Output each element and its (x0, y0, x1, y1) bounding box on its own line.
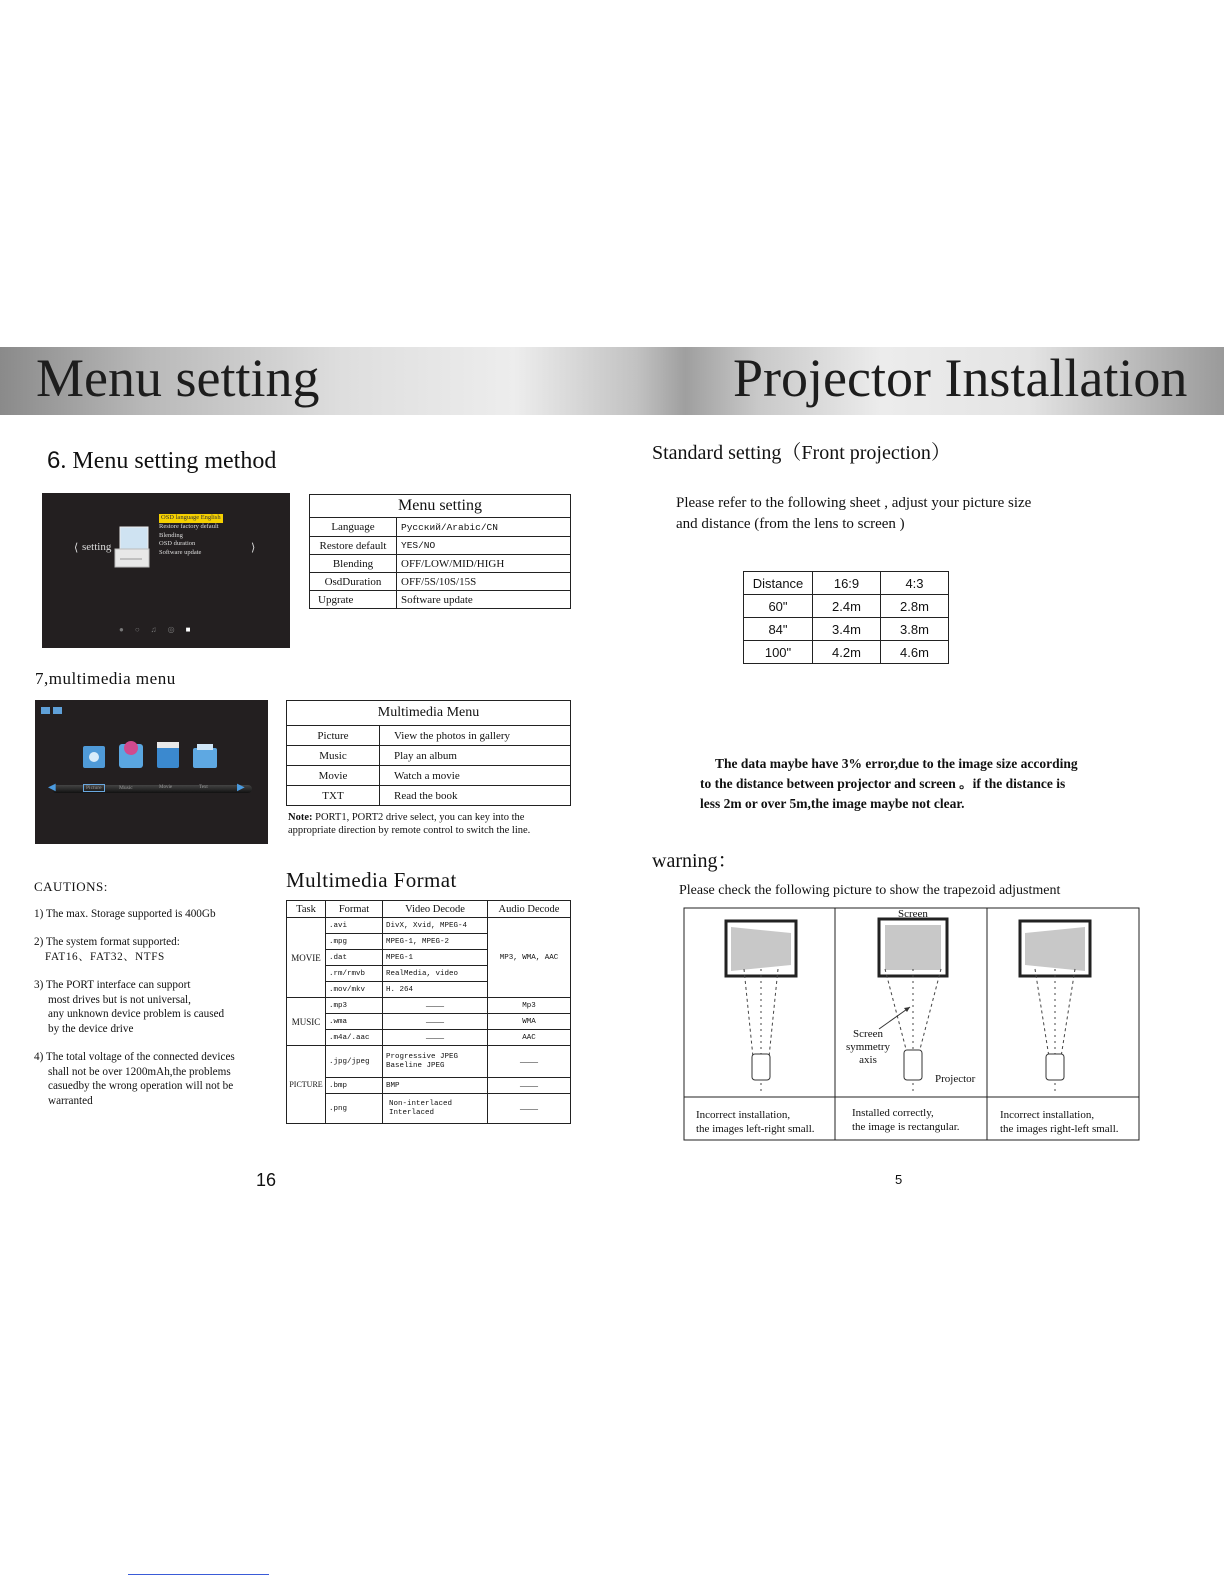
right-page-title: Projector Installation (733, 348, 1188, 408)
caution-item-4 (34, 1050, 235, 1108)
intro-line: and distance (from the lens to screen ) (676, 516, 905, 532)
mm-row-value: Watch a movie (380, 766, 571, 786)
menu-row-value: OFF/LOW/MID/HIGH (397, 555, 571, 573)
mm-row-value: Read the book (380, 786, 571, 806)
text-icon (193, 744, 217, 768)
caution-line: casuedby the wrong operation will not be (48, 1080, 234, 1092)
mm-row-key: Picture (287, 726, 380, 746)
section-7-heading: 7,multimedia menu (35, 669, 176, 688)
media-tab-bar[interactable] (52, 785, 252, 793)
caution-item-1 (34, 907, 235, 922)
menu-row-key: Blending (310, 555, 397, 573)
cautions-title: CAUTIONS: (34, 879, 108, 894)
video-decode: H. 264 (383, 982, 488, 998)
tab-text[interactable]: Text (199, 785, 208, 790)
tab-music[interactable]: Music (119, 785, 133, 791)
axis-label-line: axis (859, 1054, 877, 1066)
error-note-line: The data maybe have 3% error,due to the image size according (715, 756, 1078, 771)
intro-line: Please refer to the following sheet , adjust your picture size (676, 495, 1032, 511)
error-note-line: to the distance between projector and screen 。if the distance is (700, 776, 1066, 791)
format-ext: .dat (326, 950, 383, 966)
caption-line: Incorrect installation, (696, 1109, 791, 1121)
intro-text (676, 493, 1031, 535)
multimedia-menu-table (286, 700, 571, 806)
distance-header: 16:9 (813, 572, 881, 595)
caption-line: Installed correctly, (852, 1107, 934, 1119)
distance-cell: 4.6m (881, 641, 949, 664)
audio-decode: —— (488, 1078, 571, 1094)
mm-row-key: Movie (287, 766, 380, 786)
port-note (288, 811, 574, 837)
caution-line: 3) The PORT interface can support (34, 979, 191, 991)
caption-line: the images right-left small. (1000, 1123, 1119, 1135)
distance-header: Distance (744, 572, 813, 595)
media-icons-row (79, 738, 229, 772)
format-ext: .mpg (326, 934, 383, 950)
format-ext: .jpg/jpeg (326, 1046, 383, 1078)
decode-line: Interlaced (389, 1108, 435, 1117)
screen-label: Screen (898, 908, 928, 920)
format-ext: .wma (326, 1014, 383, 1030)
audio-decode: Mp3 (488, 998, 571, 1014)
caution-line: most drives but is not universal, (48, 993, 191, 1006)
format-header: Video Decode (383, 901, 488, 918)
caption-right (1000, 1108, 1119, 1136)
left-page-title: Menu setting (36, 348, 320, 408)
distance-cell: 4.2m (813, 641, 881, 664)
multimedia-menu-screenshot (35, 700, 268, 844)
caption-line: the images left-right small. (696, 1123, 815, 1135)
menu-row-value: Software update (397, 591, 571, 609)
audio-decode: AAC (488, 1030, 571, 1046)
menu-row-value: Русский/Arabic/CN (397, 518, 571, 537)
video-decode: DivX, Xvid, MPEG-4 (383, 918, 488, 934)
distance-cell: 60" (744, 595, 813, 618)
osd-setting-label: setting (82, 541, 112, 553)
caution-line: any unknown device problem is caused (48, 1008, 225, 1020)
caution-line: warranted (48, 1094, 93, 1107)
caution-item-2 (34, 935, 235, 964)
mm-row-value: View the photos in gallery (380, 726, 571, 746)
format-ext: .m4a/.aac (326, 1030, 383, 1046)
port1-icon (41, 707, 50, 714)
distance-cell: 84" (744, 618, 813, 641)
format-ext: .mov/mkv (326, 982, 383, 998)
osd-item-software: Software update (159, 549, 202, 557)
format-header: Audio Decode (488, 901, 571, 918)
decode-line: Baseline JPEG (386, 1061, 445, 1070)
menu-row-value: OFF/5S/10S/15S (397, 573, 571, 591)
caution-line: FAT16、FAT32、NTFS (45, 950, 165, 963)
format-ext: .bmp (326, 1078, 383, 1094)
osd-left-arrow: ⟨ (74, 542, 79, 554)
osd-right-arrow: ⟩ (251, 542, 256, 554)
osd-menu-list (159, 514, 223, 558)
picture-icon (83, 746, 105, 768)
tab-movie[interactable]: Movie (159, 785, 173, 790)
tab-picture[interactable]: Picture (83, 784, 105, 792)
port2-icon (53, 707, 62, 714)
mm-row-key: TXT (287, 786, 380, 806)
format-ext: .avi (326, 918, 383, 934)
warning-text: Please check the following picture to show the trapezoid adjustment (679, 883, 1061, 898)
video-decode: —— (383, 1014, 488, 1030)
menu-row-value: YES/NO (397, 537, 571, 555)
caution-line: 2) The system format supported: (34, 936, 180, 948)
distance-table (743, 571, 949, 664)
menu-row-key: Restore default (310, 537, 397, 555)
panel-right-diagram (1020, 921, 1090, 1092)
multimedia-format-table (286, 900, 571, 1124)
format-header: Format (326, 901, 383, 918)
audio-decode: —— (488, 1094, 571, 1124)
decode-line: Non-interlaced (389, 1099, 453, 1108)
distance-cell: 2.8m (881, 595, 949, 618)
symmetry-axis-label (842, 1028, 894, 1067)
mm-row-value: Play an album (380, 746, 571, 766)
format-header: Task (287, 901, 326, 918)
axis-label-line: Screen (853, 1028, 883, 1040)
format-ext: .mp3 (326, 998, 383, 1014)
music-icon (119, 741, 143, 768)
warning-heading: warning： (652, 850, 738, 872)
osd-page-dots: ●○♫◎■ (119, 625, 202, 634)
osd-item-blending: Blending (159, 531, 183, 539)
bottom-rule (128, 1574, 269, 1575)
video-decode: RealMedia, video (383, 966, 488, 982)
movie-audio-decode: MP3, WMA, AAC (488, 918, 571, 998)
decode-line: Progressive JPEG (386, 1052, 459, 1061)
menu-row-key: Upgrate (310, 591, 397, 609)
right-page-number: 5 (895, 1172, 903, 1187)
settings-device-icon (112, 523, 154, 571)
task-movie: MOVIE (287, 918, 326, 998)
video-decode (383, 1046, 488, 1078)
error-note (700, 754, 1078, 814)
distance-cell: 3.8m (881, 618, 949, 641)
menu-setting-table (309, 494, 571, 609)
media-left-arrow-icon[interactable]: ◀ (48, 782, 56, 793)
audio-decode: —— (488, 1046, 571, 1078)
osd-item-language: OSD language English (161, 514, 221, 521)
section-6-title: . Menu setting method (60, 448, 277, 474)
note-label: Note: (288, 812, 313, 823)
caption-line: Incorrect installation, (1000, 1109, 1095, 1121)
section-6-heading (47, 447, 276, 475)
multimedia-format-heading: Multimedia Format (286, 868, 457, 892)
format-ext: .png (326, 1094, 383, 1124)
caution-item-3 (34, 978, 235, 1036)
osd-item-restore: Restore factory default (159, 522, 219, 530)
caution-line: 1) The max. Storage supported is 400Gb (34, 907, 216, 920)
axis-label-line: symmetry (846, 1041, 890, 1053)
panel-left-diagram (726, 921, 796, 1092)
video-decode: —— (383, 1030, 488, 1046)
mm-table-title: Multimedia Menu (287, 701, 571, 726)
video-decode: MPEG-1 (383, 950, 488, 966)
video-decode: BMP (383, 1078, 488, 1094)
task-music: MUSIC (287, 998, 326, 1046)
menu-row-key: Language (310, 518, 397, 537)
video-decode (383, 1094, 488, 1124)
left-page-number: 16 (256, 1170, 277, 1190)
mm-row-key: Music (287, 746, 380, 766)
caution-line: by the device drive (48, 1022, 134, 1035)
video-decode: —— (383, 998, 488, 1014)
standard-setting-heading: Standard setting（Front projection） (652, 442, 951, 464)
video-decode: MPEG-1, MPEG-2 (383, 934, 488, 950)
distance-cell: 2.4m (813, 595, 881, 618)
menu-row-key: OsdDuration (310, 573, 397, 591)
osd-menu-screenshot (42, 493, 290, 648)
task-picture: PICTURE (287, 1046, 326, 1124)
section-6-number: 6 (47, 447, 61, 474)
caption-left (696, 1108, 815, 1136)
note-text: PORT1, PORT2 drive select, you can key into the appropriate direction by remote control to switch the line. (288, 812, 531, 836)
distance-cell: 100" (744, 641, 813, 664)
cautions-block (34, 880, 235, 1108)
caution-line: shall not be over 1200mAh,the problems (48, 1065, 231, 1078)
distance-cell: 3.4m (813, 618, 881, 641)
distance-header: 4:3 (881, 572, 949, 595)
error-note-line: less 2m or over 5m,the image maybe not clear. (700, 796, 965, 811)
format-ext: .rm/rmvb (326, 966, 383, 982)
menu-table-title: Menu setting (310, 495, 571, 518)
audio-decode: WMA (488, 1014, 571, 1030)
projector-label: Projector (935, 1073, 976, 1085)
caution-line: 4) The total voltage of the connected devices (34, 1051, 235, 1063)
movie-icon (157, 742, 179, 768)
osd-item-duration: OSD duration (159, 540, 196, 548)
caption-center (852, 1106, 960, 1134)
media-right-arrow-icon[interactable]: ▶ (237, 782, 245, 793)
caption-line: the image is rectangular. (852, 1121, 960, 1133)
